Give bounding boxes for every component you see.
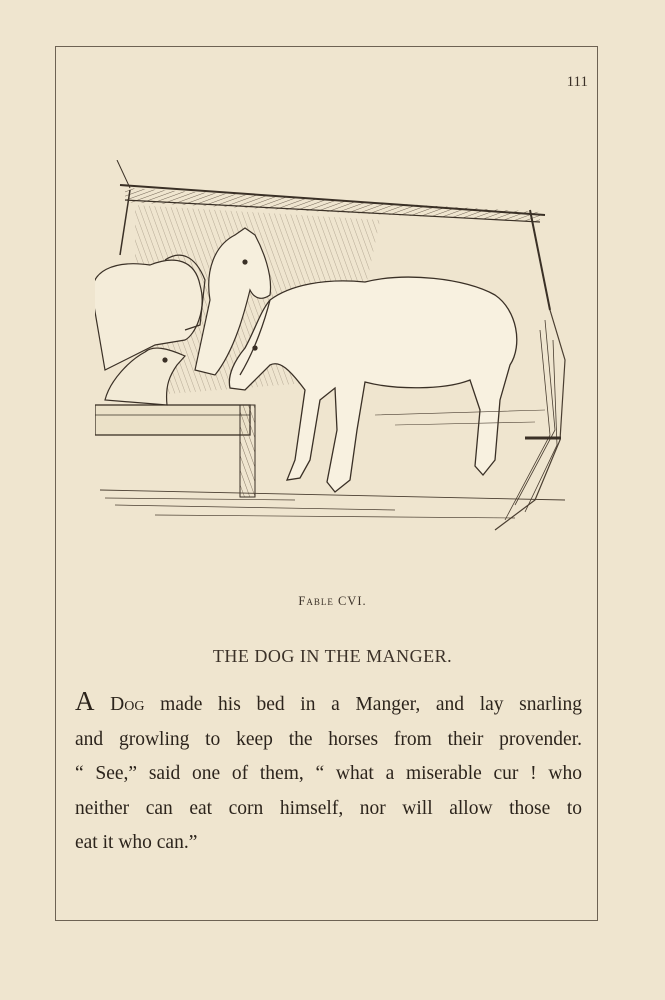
fable-line-5: eat it who can.” (75, 832, 198, 853)
fable-title: THE DOG IN THE MANGER. (212, 646, 453, 666)
fable-line-3: “ See,” said one of them, “ what a miserable cur ! who (75, 763, 582, 784)
page-number: 111 (566, 74, 588, 90)
fable-body (75, 688, 582, 861)
fable-line-1: A Dog made his bed in a Manger, and lay snarling (75, 686, 583, 716)
fable-line-4: neither can eat corn himself, nor will allow those to (75, 797, 582, 819)
manger (95, 405, 255, 497)
fable-number: Fable CVI. (298, 594, 367, 608)
first-word: Dog (110, 694, 145, 715)
fable-line-2: and growling to keep the horses from their provender. (75, 728, 582, 750)
dog-in-manger-illustration (95, 160, 570, 535)
drop-initial: A (75, 686, 95, 716)
